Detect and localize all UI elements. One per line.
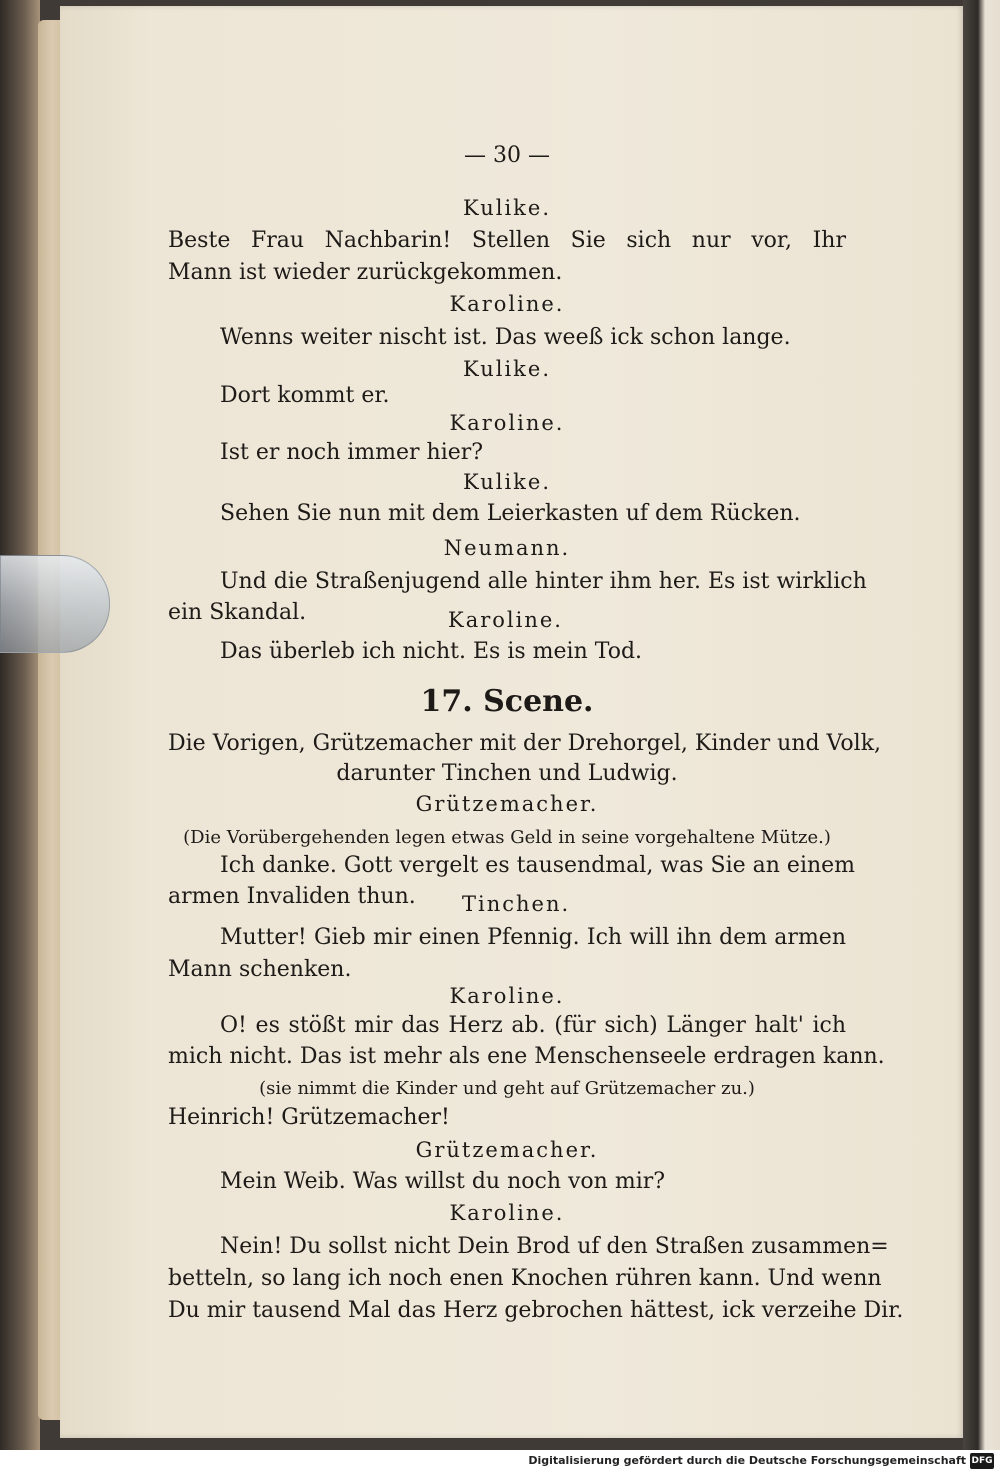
dialogue-line: Mein Weib. Was willst du noch von mir? xyxy=(220,1169,666,1194)
speaker-gruetzemacher: Grützemacher. xyxy=(415,1138,599,1162)
dialogue-line: Ich danke. Gott vergelt es tausendmal, was Sie an einem xyxy=(220,853,856,878)
dialogue-line: betteln, so lang ich noch enen Knochen rühren kann. Und wenn xyxy=(168,1266,882,1291)
stage-direction: (Die Vorübergehenden legen etwas Geld in seine vorgehaltene Mütze.) xyxy=(183,827,831,848)
speaker-kulike: Kulike. xyxy=(462,357,551,381)
speaker-neumann: Neumann. xyxy=(443,536,571,560)
dialogue-line: Sehen Sie nun mit dem Leierkasten uf dem Rücken. xyxy=(220,501,801,526)
dialogue-line: Nein! Du sollst nicht Dein Brod uf den Straßen zusammen= xyxy=(220,1234,889,1259)
dialogue-line: Dort kommt er. xyxy=(220,383,390,408)
speaker-gruetzemacher: Grützemacher. xyxy=(415,792,599,816)
speaker-kulike: Kulike. xyxy=(462,196,551,220)
stage-direction: Die Vorigen, Grützemacher mit der Drehorgel, Kinder und Volk, xyxy=(168,731,882,756)
speaker-kulike: Kulike. xyxy=(462,470,551,494)
dialogue-line: O! es stößt mir das Herz ab. (für sich) Länger halt' ich xyxy=(220,1013,846,1038)
speaker-karoline: Karoline. xyxy=(448,608,563,632)
dialogue-line: Ist er noch immer hier? xyxy=(220,440,484,465)
dialogue-line: Heinrich! Grützemacher! xyxy=(168,1105,450,1130)
dialogue-line: Das überleb ich nicht. Es is mein Tod. xyxy=(220,639,643,664)
speaker-karoline: Karoline. xyxy=(449,1201,565,1225)
facing-page-edge xyxy=(963,0,1000,1450)
dialogue-line: Und die Straßenjugend alle hinter ihm her. Es ist wirklich xyxy=(220,569,867,594)
book-cover-edge xyxy=(0,0,40,1476)
dfg-credit-text: Digitalisierung gefördert durch die Deutsche Forschungsgemeinschaft xyxy=(528,1454,966,1467)
dialogue-line: Du mir tausend Mal das Herz gebrochen hättest, ick verzeihe Dir. xyxy=(168,1298,904,1323)
speaker-karoline: Karoline. xyxy=(449,411,565,435)
dfg-logo-icon: DFG xyxy=(970,1453,994,1469)
speaker-tinchen: Tinchen. xyxy=(462,892,571,916)
dialogue-line: ein Skandal. xyxy=(168,600,307,625)
page-number: — 30 — xyxy=(464,143,550,168)
dialogue-line: Beste Frau Nachbarin! Stellen Sie sich nur vor, Ihr xyxy=(168,228,846,253)
glass-page-clip xyxy=(0,555,110,653)
speaker-karoline: Karoline. xyxy=(449,984,565,1008)
stage-direction: darunter Tinchen und Ludwig. xyxy=(336,761,678,786)
dialogue-line: Wenns weiter nischt ist. Das weeß ick schon lange. xyxy=(220,325,791,350)
dialogue-line: Mann ist wieder zurückgekommen. xyxy=(168,260,563,285)
scene-heading: 17. Scene. xyxy=(420,684,594,719)
dialogue-line: mich nicht. Das ist mehr als ene Menschenseele erdragen kann. xyxy=(168,1044,885,1069)
stage-direction: (sie nimmt die Kinder und geht auf Grützemacher zu.) xyxy=(259,1078,755,1099)
speaker-karoline: Karoline. xyxy=(449,292,565,316)
footer-bar xyxy=(0,1450,1000,1476)
dialogue-line: Mann schenken. xyxy=(168,957,352,982)
dialogue-line: armen Invaliden thun. xyxy=(168,884,416,909)
dialogue-line: Mutter! Gieb mir einen Pfennig. Ich will ihn dem armen xyxy=(220,925,846,950)
